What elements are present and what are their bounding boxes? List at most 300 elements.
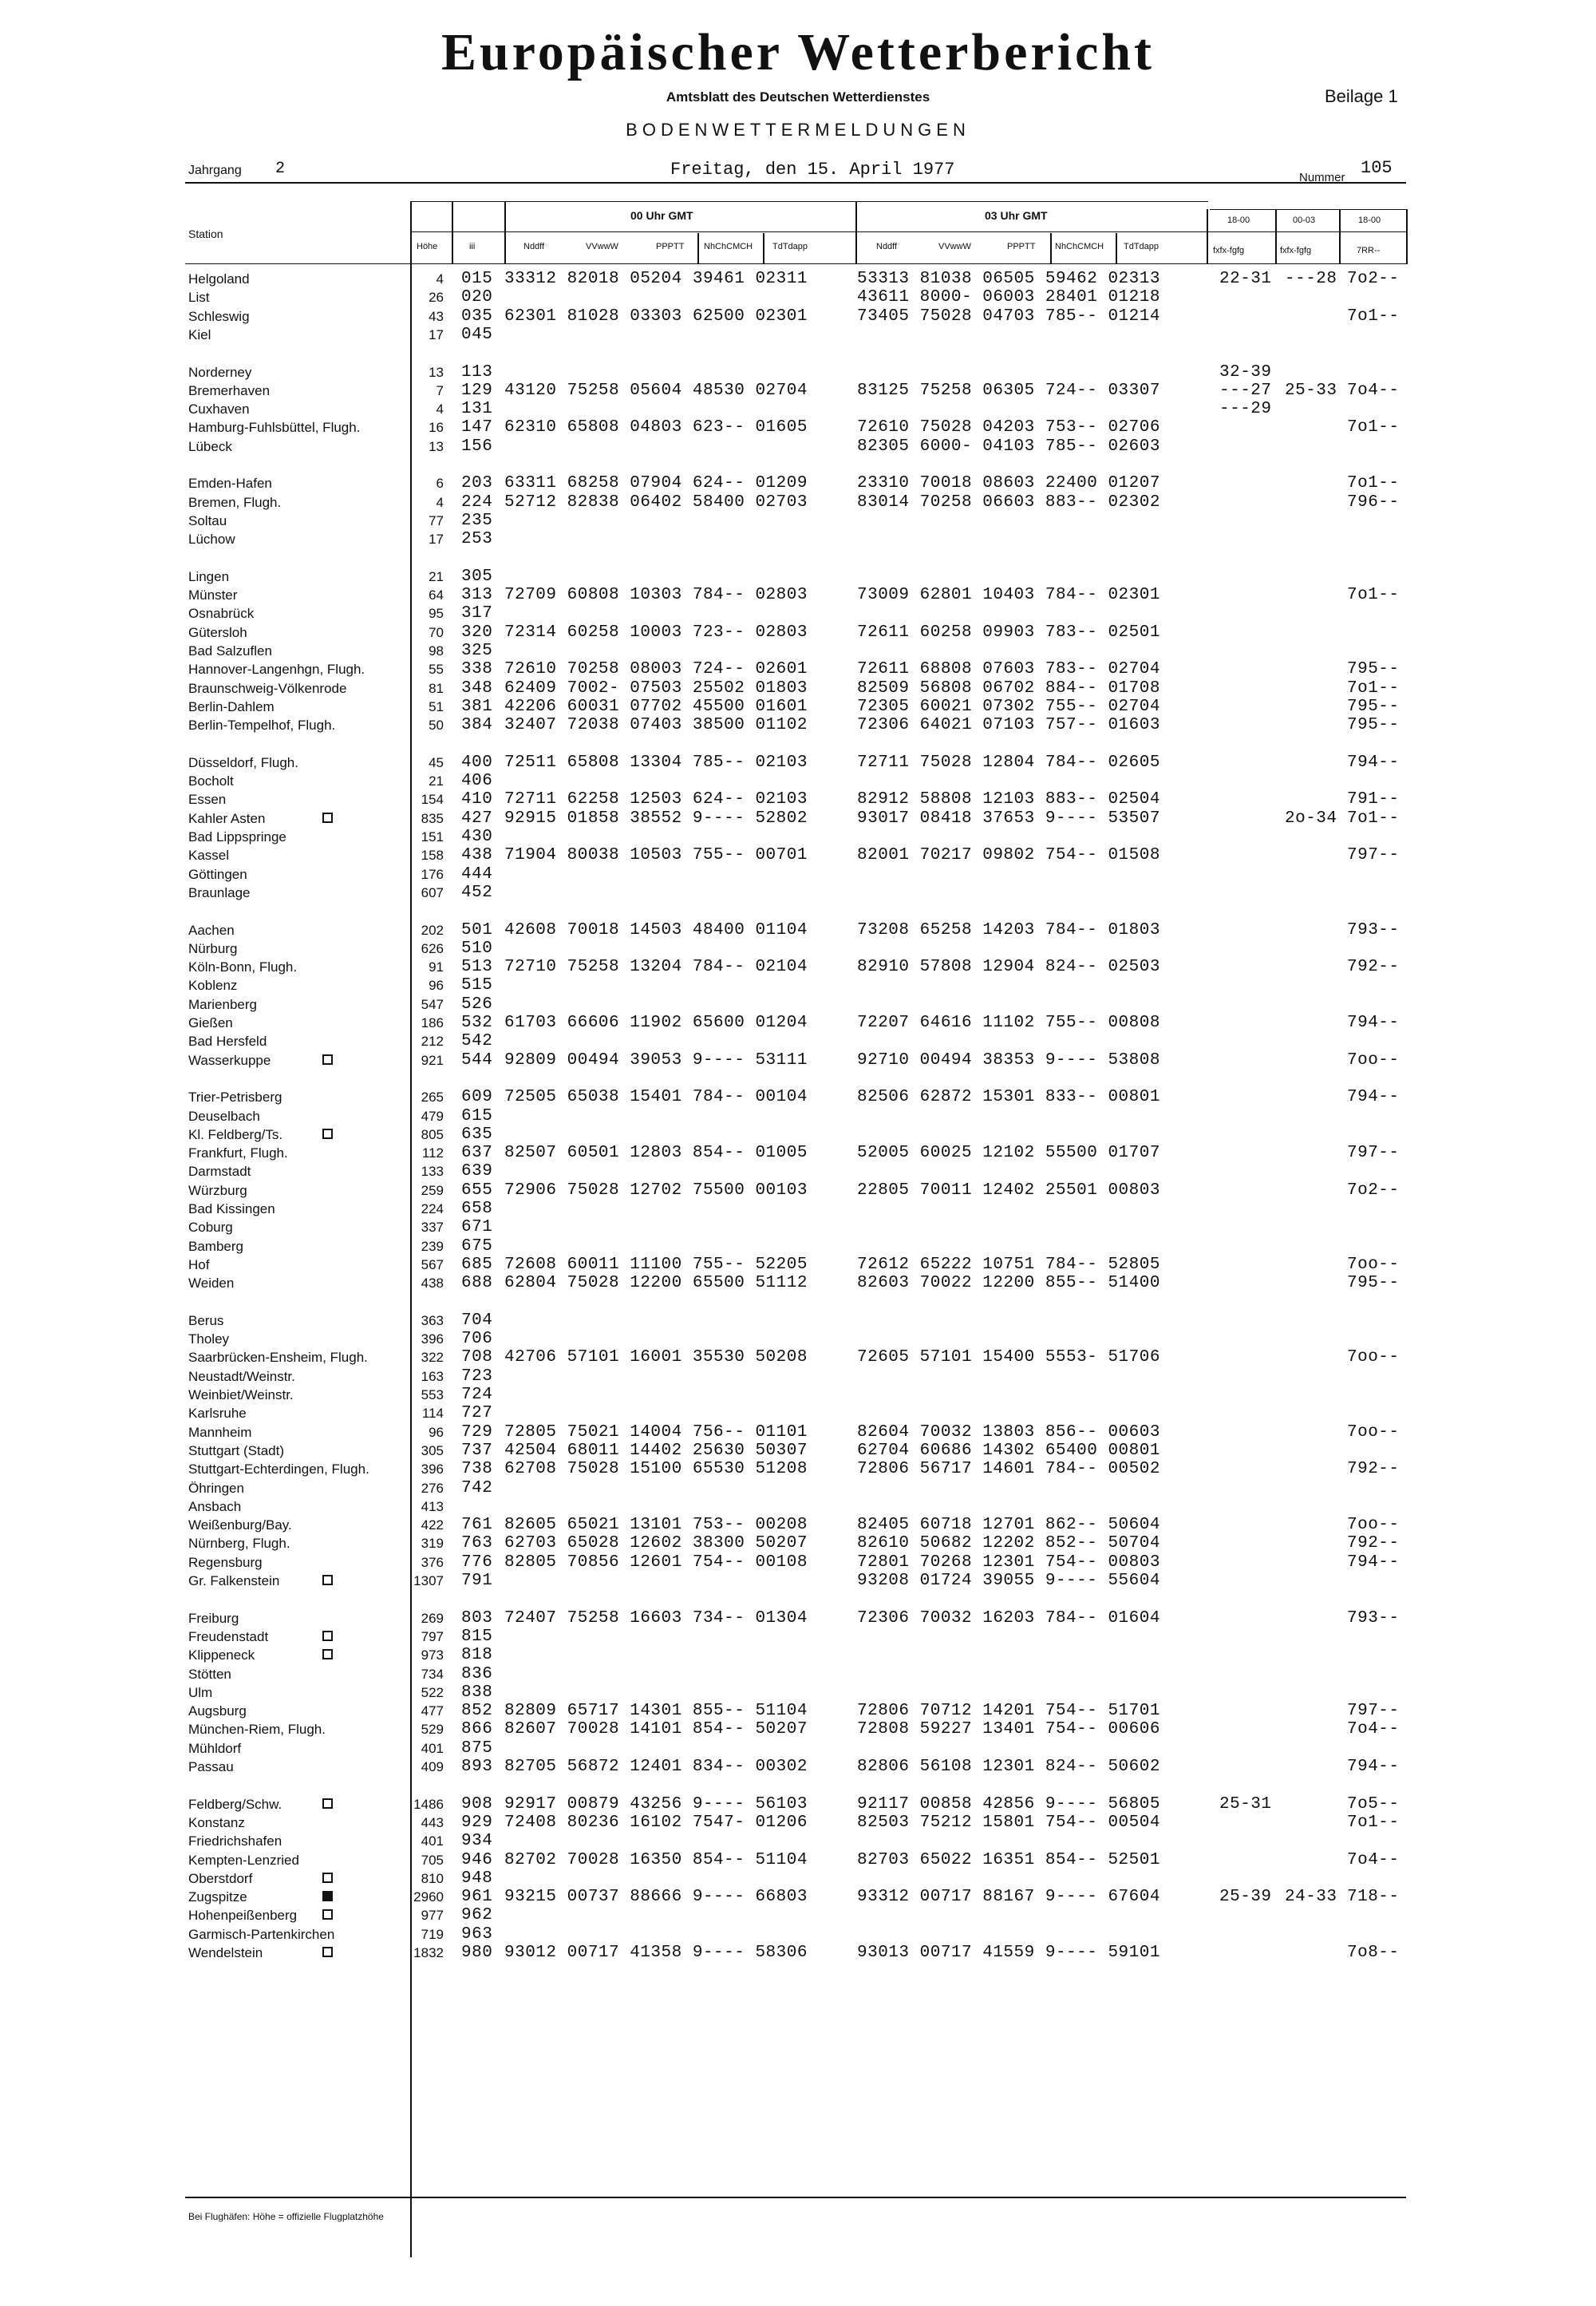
station-name: Bamberg	[188, 1238, 243, 1254]
table-row	[0, 382, 1596, 400]
station-name: Mannheim	[188, 1424, 252, 1440]
station-index: 410	[461, 790, 493, 809]
obs-00-groups: 42706 57101 16001 35530 50208	[504, 1348, 808, 1367]
station-height: 163	[421, 1368, 444, 1384]
obs-00-groups: 82809 65717 14301 855-- 51104	[504, 1702, 808, 1721]
station-name: Bad Hersfeld	[188, 1034, 267, 1050]
station-name: Braunschweig-Völkenrode	[188, 680, 347, 696]
gust-18-00: ---27	[1219, 381, 1272, 400]
gust-18-00: ---29	[1219, 400, 1272, 419]
gust-18-00: 22-31	[1219, 270, 1272, 288]
station-index: 384	[461, 716, 493, 735]
obs-03-groups: 93013 00717 41559 9---- 59101	[857, 1944, 1160, 1962]
volume-value: 2	[275, 160, 286, 178]
table-row	[0, 1479, 1596, 1497]
station-index: 704	[461, 1311, 493, 1330]
precip-18-00: 7oo--	[1347, 1050, 1400, 1070]
obs-00-groups: 72407 75258 16603 734-- 01304	[504, 1608, 808, 1628]
station-name: Coburg	[188, 1220, 233, 1236]
table-row	[0, 307, 1596, 326]
mountain-station-marker	[322, 1129, 333, 1139]
station-name: Düsseldorf, Flugh.	[188, 754, 298, 770]
table-row	[0, 363, 1596, 382]
precip-18-00: 7o2--	[1347, 1181, 1400, 1200]
station-height: 133	[421, 1164, 444, 1180]
table-row	[0, 716, 1596, 734]
station-height: 17	[429, 532, 444, 548]
station-name: Hamburg-Fuhlsbüttel, Flugh.	[188, 420, 361, 436]
table-row	[0, 995, 1596, 1014]
table-row	[0, 1646, 1596, 1664]
table-row	[0, 1014, 1596, 1032]
station-index: 305	[461, 567, 493, 586]
obs-03-groups: 72305 60021 07302 755-- 02704	[857, 697, 1160, 716]
station-height: 977	[421, 1908, 444, 1924]
station-height: 734	[421, 1666, 444, 1682]
mountain-station-marker	[322, 1054, 333, 1065]
volume-label: Jahrgang	[188, 164, 242, 177]
station-height: 401	[421, 1740, 444, 1756]
col-03-vvwww: VVwwW	[938, 242, 971, 251]
col-03-nddff: Nddff	[876, 242, 898, 251]
station-name: Hof	[188, 1256, 210, 1272]
precip-18-00: 7oo--	[1347, 1348, 1400, 1367]
station-height: 422	[421, 1517, 444, 1533]
obs-00-groups: 72710 75258 13204 784-- 02104	[504, 958, 808, 977]
obs-00-groups: 42504 68011 14402 25630 50307	[504, 1441, 808, 1460]
table-row	[0, 1218, 1596, 1236]
table-row	[0, 642, 1596, 660]
table-row	[0, 326, 1596, 344]
station-name: Passau	[188, 1759, 234, 1774]
station-index: 035	[461, 307, 493, 326]
station-index: 908	[461, 1794, 493, 1814]
station-name: Stuttgart (Stadt)	[188, 1442, 284, 1458]
station-index: 452	[461, 883, 493, 902]
station-name: Norderney	[188, 364, 252, 380]
station-name: Ulm	[188, 1684, 213, 1700]
table-row	[0, 846, 1596, 864]
table-row	[0, 1683, 1596, 1702]
station-index: 325	[461, 642, 493, 660]
table-row	[0, 754, 1596, 772]
station-index: 637	[461, 1144, 493, 1163]
station-height: 224	[421, 1201, 444, 1216]
obs-03-groups: 93208 01724 39055 9---- 55604	[857, 1572, 1160, 1590]
station-index: 438	[461, 846, 493, 865]
station-name: Konstanz	[188, 1814, 245, 1830]
obs-03-groups: 72611 68808 07603 783-- 02704	[857, 660, 1160, 679]
station-height: 269	[421, 1610, 444, 1626]
station-name: Bad Lippspringe	[188, 829, 286, 844]
obs-03-groups: 82910 57808 12904 824-- 02503	[857, 958, 1160, 977]
obs-03-groups: 53313 81038 06505 59462 02313	[857, 270, 1160, 288]
station-name: Mühldorf	[188, 1740, 242, 1756]
obs-03-groups: 92117 00858 42856 9---- 56805	[857, 1794, 1160, 1814]
col-iii: iii	[469, 242, 476, 251]
obs-00-groups: 72610 70258 08003 724-- 02601	[504, 660, 808, 679]
station-height: 4	[436, 494, 444, 510]
col-extra-1800b: 18-00	[1358, 216, 1381, 225]
table-row	[0, 1758, 1596, 1776]
table-row	[0, 772, 1596, 790]
station-height: 719	[421, 1926, 444, 1942]
table-row	[0, 530, 1596, 548]
station-height: 567	[421, 1256, 444, 1272]
table-row	[0, 884, 1596, 902]
precip-18-00: 7o1--	[1347, 1813, 1400, 1832]
obs-03-groups: 82912 58808 12103 883-- 02504	[857, 790, 1160, 809]
station-index: 406	[461, 772, 493, 791]
gust-18-00: 25-39	[1219, 1888, 1272, 1907]
station-name: Bocholt	[188, 773, 234, 789]
station-index: 727	[461, 1404, 493, 1423]
col-time-03: 03 Uhr GMT	[985, 209, 1048, 222]
table-row	[0, 921, 1596, 939]
station-index: 688	[461, 1274, 493, 1293]
station-index: 929	[461, 1813, 493, 1832]
precip-18-00: 792--	[1347, 1534, 1400, 1553]
obs-03-groups: 72610 75028 04203 753-- 02706	[857, 418, 1160, 437]
station-height: 797	[421, 1628, 444, 1644]
obs-03-groups: 82610 50682 12202 852-- 50704	[857, 1534, 1160, 1553]
obs-03-groups: 73208 65258 14203 784-- 01803	[857, 920, 1160, 939]
precip-18-00: 7o4--	[1347, 381, 1400, 400]
station-name: Gütersloh	[188, 624, 247, 640]
obs-00-groups: 72511 65808 13304 785-- 02103	[504, 753, 808, 772]
col-time-00: 00 Uhr GMT	[630, 209, 693, 222]
precip-18-00: 793--	[1347, 1608, 1400, 1628]
obs-03-groups: 72611 60258 09903 783-- 02501	[857, 623, 1160, 642]
station-name: Regensburg	[188, 1554, 263, 1570]
col-00-vvwww: VVwwW	[586, 242, 618, 251]
obs-00-groups: 92917 00879 43256 9---- 56103	[504, 1794, 808, 1814]
precip-18-00: 7o4--	[1347, 1720, 1400, 1739]
precip-18-00: 7o1--	[1347, 586, 1400, 605]
col-00-nddff: Nddff	[523, 242, 545, 251]
station-index: 724	[461, 1386, 493, 1404]
obs-03-groups: 82506 62872 15301 833-- 00801	[857, 1088, 1160, 1107]
obs-00-groups: 62310 65808 04803 623-- 01605	[504, 418, 808, 437]
table-row	[0, 1832, 1596, 1850]
table-row	[0, 1348, 1596, 1367]
station-height: 276	[421, 1480, 444, 1496]
station-index: 763	[461, 1534, 493, 1553]
station-index: 729	[461, 1422, 493, 1442]
station-height: 529	[421, 1722, 444, 1738]
station-name: Oberstdorf	[188, 1870, 253, 1886]
table-row	[0, 1181, 1596, 1200]
station-height: 70	[429, 624, 444, 640]
station-name: Essen	[188, 792, 227, 808]
station-name: Berlin-Tempelhof, Flugh.	[188, 718, 336, 734]
station-index: 838	[461, 1683, 493, 1702]
station-height: 186	[421, 1015, 444, 1030]
station-name: Soltau	[188, 512, 227, 528]
station-height: 98	[429, 643, 444, 659]
station-index: 515	[461, 976, 493, 995]
table-row	[0, 1051, 1596, 1070]
station-index: 381	[461, 697, 493, 716]
precip-18-00: 794--	[1347, 1088, 1400, 1107]
station-height: 1307	[413, 1573, 444, 1588]
obs-03-groups: 83014 70258 06603 883-- 02302	[857, 492, 1160, 512]
station-name: Lübeck	[188, 438, 232, 454]
obs-03-groups: 72207 64616 11102 755-- 00808	[857, 1014, 1160, 1032]
station-name: Neustadt/Weinstr.	[188, 1368, 295, 1384]
table-row	[0, 474, 1596, 492]
table-row	[0, 828, 1596, 846]
obs-00-groups: 72805 75021 14004 756-- 01101	[504, 1422, 808, 1442]
station-index: 224	[461, 492, 493, 512]
mountain-station-marker	[322, 1649, 333, 1659]
station-height: 305	[421, 1442, 444, 1458]
station-name: Zugspitze	[188, 1889, 247, 1905]
station-index: 961	[461, 1888, 493, 1907]
precip-18-00: 795--	[1347, 716, 1400, 735]
station-name: Darmstadt	[188, 1164, 251, 1180]
obs-00-groups: 82607 70028 14101 854-- 50207	[504, 1720, 808, 1739]
obs-00-groups: 61703 66606 11902 65600 01204	[504, 1014, 808, 1032]
table-row	[0, 1795, 1596, 1814]
mountain-station-marker	[322, 1909, 333, 1920]
table-row	[0, 437, 1596, 456]
precip-18-00: 795--	[1347, 1274, 1400, 1293]
station-height: 43	[429, 308, 444, 324]
station-name: Bremerhaven	[188, 382, 271, 398]
table-row	[0, 270, 1596, 288]
precip-18-00: 797--	[1347, 1702, 1400, 1721]
station-name: Stötten	[188, 1666, 231, 1682]
section-title: BODENWETTERMELDUNGEN	[626, 120, 970, 140]
precip-18-00: 7o4--	[1347, 1850, 1400, 1869]
station-index: 706	[461, 1330, 493, 1349]
station-name: Tholey	[188, 1331, 230, 1347]
station-name: Berus	[188, 1312, 224, 1328]
table-row	[0, 512, 1596, 530]
table-row	[0, 1256, 1596, 1274]
precip-18-00: 718--	[1347, 1888, 1400, 1907]
table-row	[0, 1665, 1596, 1683]
obs-00-groups: 72408 80236 16102 7547- 01206	[504, 1813, 808, 1832]
precip-18-00: 7o5--	[1347, 1794, 1400, 1814]
station-name: Weiden	[188, 1276, 235, 1291]
obs-00-groups: 72505 65038 15401 784-- 00104	[504, 1088, 808, 1107]
station-name: Aachen	[188, 922, 235, 938]
station-height: 973	[421, 1647, 444, 1663]
station-index: 147	[461, 418, 493, 437]
station-name: Feldberg/Schw.	[188, 1796, 282, 1812]
station-name: Nürburg	[188, 940, 238, 956]
station-name: Garmisch-Partenkirchen	[188, 1926, 335, 1942]
station-height: 50	[429, 718, 444, 734]
station-height: 1486	[413, 1796, 444, 1812]
obs-03-groups: 82001 70217 09802 754-- 01508	[857, 846, 1160, 865]
station-height: 319	[421, 1536, 444, 1552]
station-index: 510	[461, 939, 493, 958]
table-row	[0, 1851, 1596, 1869]
table-row	[0, 586, 1596, 604]
station-height: 26	[429, 290, 444, 306]
station-height: 438	[421, 1276, 444, 1291]
obs-00-groups: 62409 7002- 07503 25502 01803	[504, 678, 808, 698]
station-name: Kassel	[188, 848, 230, 864]
table-row	[0, 1125, 1596, 1144]
table-row	[0, 568, 1596, 586]
precip-18-00: 7oo--	[1347, 1422, 1400, 1442]
station-index: 313	[461, 586, 493, 605]
number-value: 105	[1361, 158, 1393, 178]
station-height: 176	[421, 866, 444, 882]
obs-00-groups: 62703 65028 12602 38300 50207	[504, 1534, 808, 1553]
station-name: Trier-Petrisberg	[188, 1090, 282, 1106]
station-height: 21	[429, 773, 444, 789]
obs-00-groups: 52712 82838 06402 58400 02703	[504, 492, 808, 512]
station-height: 77	[429, 512, 444, 528]
obs-03-groups: 82604 70032 13803 856-- 00603	[857, 1422, 1160, 1442]
station-height: 477	[421, 1703, 444, 1719]
mountain-station-marker	[322, 1873, 333, 1883]
obs-00-groups: 33312 82018 05204 39461 02311	[504, 270, 808, 288]
station-height: 810	[421, 1870, 444, 1886]
gust-00-03: 25-33	[1285, 381, 1337, 400]
station-height: 4	[436, 271, 444, 287]
col-03-clouds: NhChCMCH	[1055, 242, 1104, 251]
station-index: 639	[461, 1162, 493, 1181]
obs-03-groups: 72806 56717 14601 784-- 00502	[857, 1460, 1160, 1479]
obs-03-groups: 82806 56108 12301 824-- 50602	[857, 1758, 1160, 1776]
gust-00-03: 2o-34	[1285, 809, 1337, 828]
obs-00-groups: 82705 56872 12401 834-- 00302	[504, 1758, 808, 1776]
station-index: 235	[461, 511, 493, 530]
obs-03-groups: 43611 8000- 06003 28401 01218	[857, 288, 1160, 307]
station-height: 835	[421, 810, 444, 826]
table-row	[0, 1460, 1596, 1478]
station-height: 202	[421, 922, 444, 938]
station-name: Stuttgart-Echterdingen, Flugh.	[188, 1462, 369, 1477]
col-00-ppptt: PPPTT	[656, 242, 685, 251]
station-height: 479	[421, 1108, 444, 1124]
table-row	[0, 1404, 1596, 1422]
station-height: 409	[421, 1759, 444, 1774]
table-row	[0, 679, 1596, 698]
obs-03-groups: 72306 70032 16203 784-- 01604	[857, 1608, 1160, 1628]
station-index: 532	[461, 1014, 493, 1032]
precip-18-00: 7oo--	[1347, 1516, 1400, 1535]
precip-18-00: 7o1--	[1347, 418, 1400, 437]
table-row	[0, 1906, 1596, 1924]
station-index: 501	[461, 920, 493, 939]
obs-00-groups: 62301 81028 03303 62500 02301	[504, 307, 808, 326]
station-name: Ansbach	[188, 1498, 242, 1514]
obs-03-groups: 82305 6000- 04103 785-- 02603	[857, 437, 1160, 456]
station-name: Karlsruhe	[188, 1406, 247, 1422]
station-index: 615	[461, 1106, 493, 1125]
table-row	[0, 418, 1596, 437]
station-index: 253	[461, 530, 493, 549]
table-row	[0, 1032, 1596, 1050]
station-name: Cuxhaven	[188, 401, 250, 417]
station-index: 658	[461, 1200, 493, 1218]
station-height: 212	[421, 1034, 444, 1050]
station-height: 259	[421, 1182, 444, 1198]
table-row	[0, 1869, 1596, 1888]
station-height: 547	[421, 996, 444, 1012]
precip-18-00: 795--	[1347, 697, 1400, 716]
precip-18-00: 7o1--	[1347, 809, 1400, 828]
station-index: 818	[461, 1646, 493, 1665]
table-row	[0, 660, 1596, 678]
station-index: 963	[461, 1924, 493, 1944]
station-name: Kahler Asten	[188, 810, 266, 826]
station-index: 129	[461, 381, 493, 400]
footer-rule	[185, 2197, 1406, 2198]
precip-18-00: 797--	[1347, 1144, 1400, 1163]
station-index: 761	[461, 1516, 493, 1535]
station-index: 513	[461, 958, 493, 977]
obs-03-groups: 72306 64021 07103 757-- 01603	[857, 716, 1160, 735]
station-name: Saarbrücken-Ensheim, Flugh.	[188, 1350, 368, 1366]
station-index: 113	[461, 362, 493, 382]
obs-03-groups: 82703 65022 16351 854-- 52501	[857, 1850, 1160, 1869]
station-index: 015	[461, 270, 493, 288]
obs-00-groups: 72314 60258 10003 723-- 02803	[504, 623, 808, 642]
table-row	[0, 790, 1596, 809]
table-row	[0, 1497, 1596, 1516]
obs-00-groups: 42608 70018 14503 48400 01104	[504, 920, 808, 939]
obs-00-groups: 93012 00717 41358 9---- 58306	[504, 1944, 808, 1962]
station-height: 705	[421, 1852, 444, 1868]
station-height: 51	[429, 698, 444, 714]
station-name: Weinbiet/Weinstr.	[188, 1387, 294, 1402]
station-index: 671	[461, 1218, 493, 1237]
station-name: Braunlage	[188, 884, 251, 900]
supplement-label: Beilage 1	[1325, 86, 1398, 106]
station-name: Berlin-Dahlem	[188, 698, 275, 714]
station-height: 396	[421, 1462, 444, 1477]
table-row	[0, 1553, 1596, 1572]
station-index: 348	[461, 678, 493, 698]
station-index: 544	[461, 1050, 493, 1070]
obs-00-groups: 62804 75028 12200 65500 51112	[504, 1274, 808, 1293]
precip-18-00: 792--	[1347, 1460, 1400, 1479]
obs-03-groups: 82405 60718 12701 862-- 50604	[857, 1516, 1160, 1535]
station-height: 45	[429, 754, 444, 770]
table-row	[0, 809, 1596, 828]
station-index: 338	[461, 660, 493, 679]
station-index: 131	[461, 400, 493, 419]
obs-03-groups: 72801 70268 12301 754-- 00803	[857, 1552, 1160, 1572]
col-hoehe: Höhe	[417, 242, 438, 251]
station-index: 738	[461, 1460, 493, 1479]
precip-18-00: 794--	[1347, 753, 1400, 772]
station-height: 376	[421, 1554, 444, 1570]
station-index: 655	[461, 1181, 493, 1200]
station-name: Freiburg	[188, 1610, 239, 1626]
obs-03-groups: 82603 70022 12200 855-- 51400	[857, 1274, 1160, 1293]
table-row	[0, 1330, 1596, 1348]
station-name: Weißenburg/Bay.	[188, 1517, 292, 1533]
table-row	[0, 1925, 1596, 1944]
obs-00-groups: 62708 75028 15100 65530 51208	[504, 1460, 808, 1479]
obs-03-groups: 72806 70712 14201 754-- 51701	[857, 1702, 1160, 1721]
precip-18-00: 7oo--	[1347, 1255, 1400, 1274]
station-index: 791	[461, 1572, 493, 1590]
obs-03-groups: 73405 75028 04703 785-- 01214	[857, 307, 1160, 326]
station-name: Klippeneck	[188, 1647, 255, 1663]
obs-03-groups: 83125 75258 06305 724-- 03307	[857, 381, 1160, 400]
report-title: Europäischer Wetterbericht	[440, 23, 1156, 81]
